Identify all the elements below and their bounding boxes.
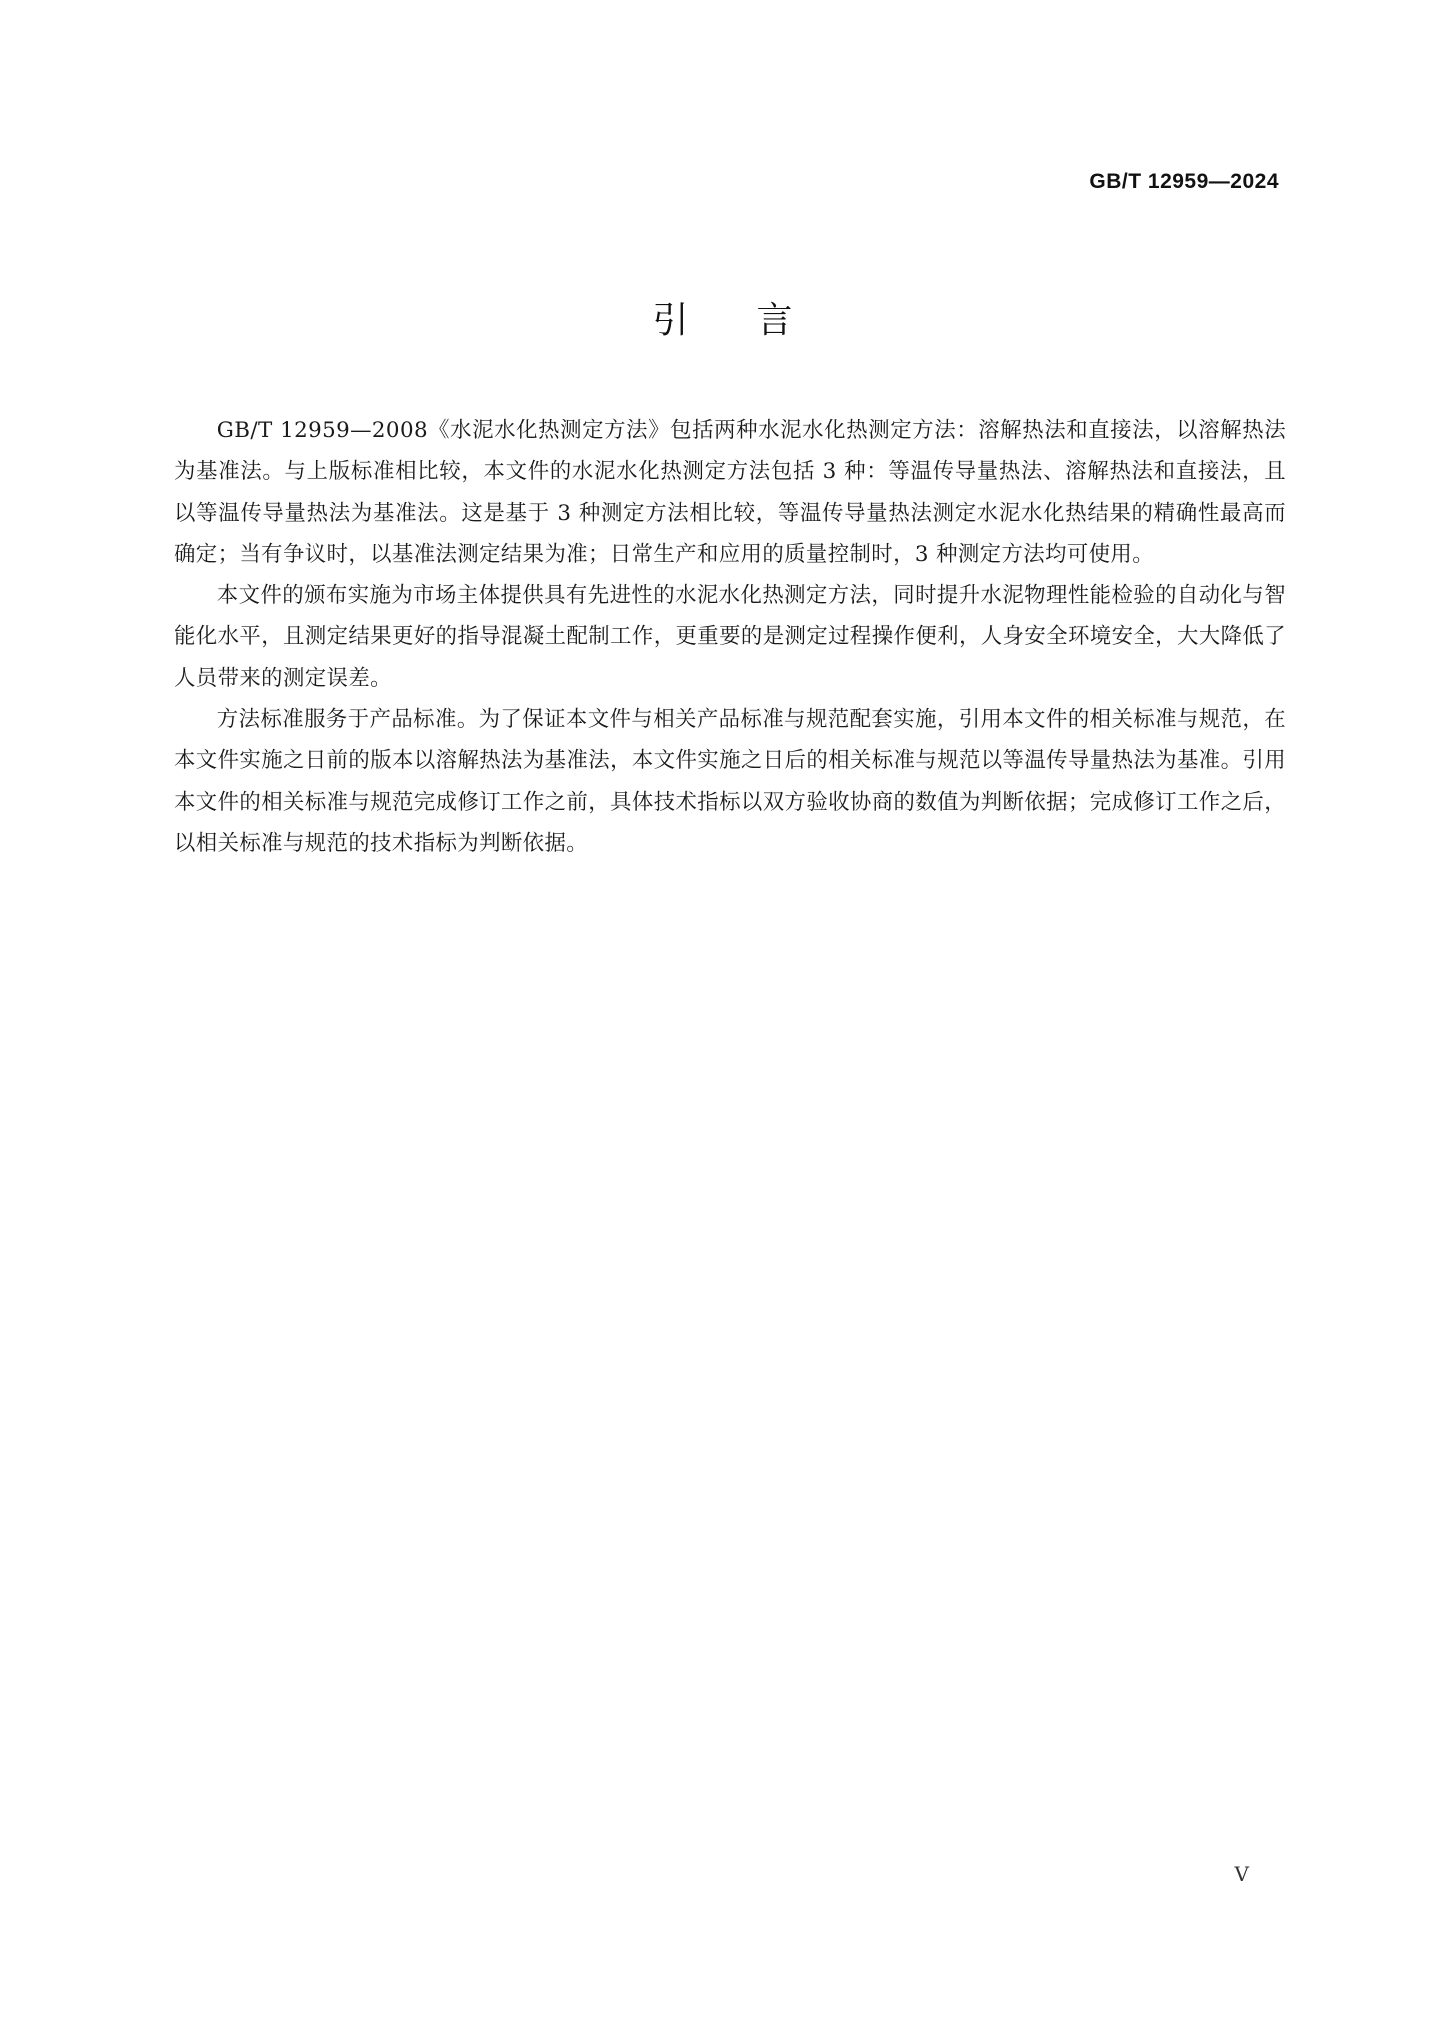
page-number: V xyxy=(1234,1862,1249,1886)
paragraph-1: GB/T 12959—2008《水泥水化热测定方法》包括两种水泥水化热测定方法：溶解热法和直接法，以溶解热法为基准法。与上版标准相比较，本文件的水泥水化热测定方法包括 3 种：等温传导量热法、溶解热法和直接法，且以等温传导量热法为基准法。这是基于 3 种测定方法相比较，等温传导量热法测定水泥水化热结果的精确性最高而确定；当有争议时，以基准法测定结果为准；日常生产和应用的质量控制时，3 种测定方法均可使用。 xyxy=(174,418,1286,567)
introduction-body xyxy=(174,410,1286,864)
page-title: 引言 xyxy=(652,300,861,341)
standard-code: GB/T 12959—2024 xyxy=(1089,170,1279,193)
paragraph-2: 本文件的颁布实施为市场主体提供具有先进性的水泥水化热测定方法，同时提升水泥物理性能检验的自动化与智能化水平，且测定结果更好的指导混凝土配制工作，更重要的是测定过程操作便利，人身安全环境安全，大大降低了人员带来的测定误差。 xyxy=(174,583,1286,691)
paragraph-3: 方法标准服务于产品标准。为了保证本文件与相关产品标准与规范配套实施，引用本文件的相关标准与规范，在本文件实施之日前的版本以溶解热法为基准法，本文件实施之日后的相关标准与规范以等温传导量热法为基准。引用本文件的相关标准与规范完成修订工作之前，具体技术指标以双方验收协商的数值为判断依据；完成修订工作之后，以相关标准与规范的技术指标为判断依据。 xyxy=(174,707,1286,856)
